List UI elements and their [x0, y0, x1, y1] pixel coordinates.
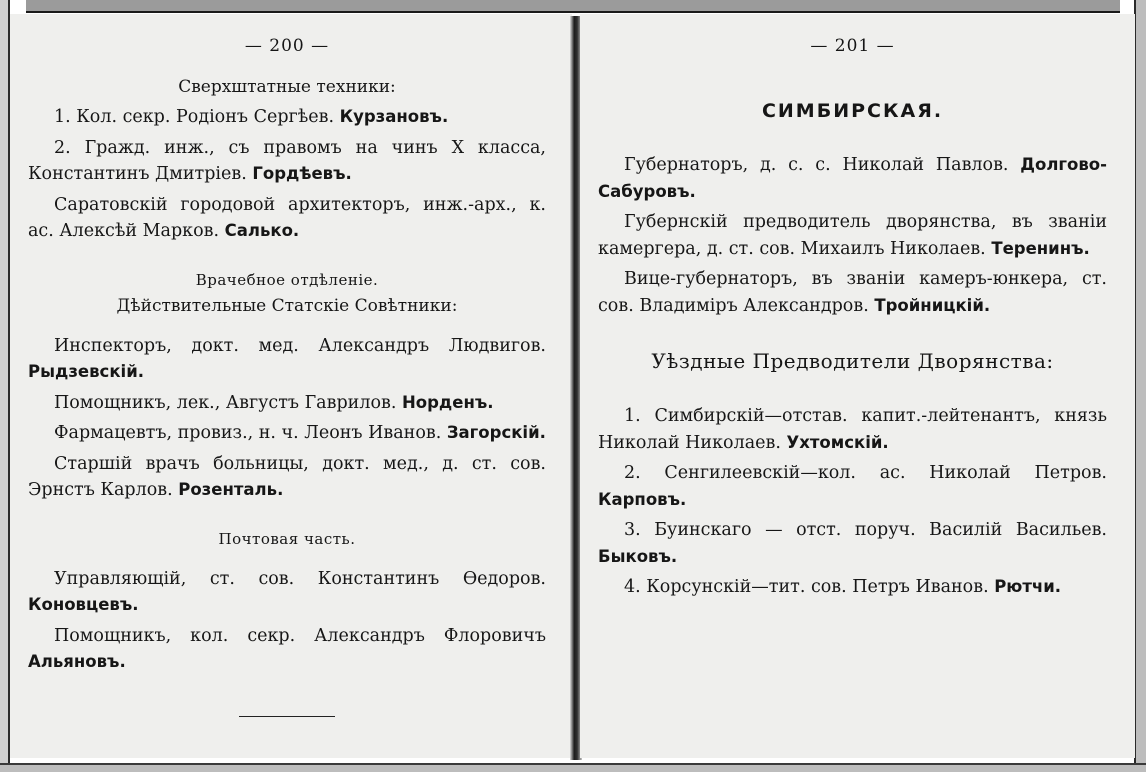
window-frame-bottom — [0, 763, 1146, 772]
list-item: 2. Гражд. инж., съ правомъ на чинъ X класса, Константинъ Дмитріев. Гордѣевъ. — [28, 137, 546, 184]
right-page — [580, 14, 1135, 758]
councillors-heading: Дѣйствительные Статскіе Совѣтники: — [116, 295, 458, 316]
list-item: Помощникъ, лек., Августъ Гаврилов. Норденъ. — [54, 392, 494, 413]
window-frame-top — [26, 0, 1120, 13]
surname: Теренинъ. — [991, 238, 1090, 258]
surname: Альяновъ. — [28, 652, 126, 671]
list-item: Управляющій, ст. сов. Константинъ Өедоров. Коновцевъ. — [28, 568, 546, 614]
surname: Рютчи. — [994, 577, 1062, 596]
window-frame-left — [0, 0, 10, 772]
left-page — [10, 14, 572, 758]
surname: Розенталь. — [178, 480, 284, 499]
list-item: Губернскій предводитель дворянства, въ званіи камергера, д. ст. сов. Михаилъ Николаев. Теренинъ. — [598, 212, 1107, 259]
list-item: Саратовскій городовой архитекторъ, инж.-арх., к. ас. Алексѣй Марков. Салько. — [28, 194, 546, 241]
postal-heading: Почтовая часть. — [218, 529, 356, 548]
list-item: Губернаторъ, д. с. с. Николай Павлов. Долгово-Сабуровъ. — [598, 155, 1107, 201]
list-item: 2. Сенгилеевскій—кол. ас. Николай Петров. Карповъ. — [598, 463, 1107, 509]
list-item: Помощникъ, кол. секр. Александръ Флоровичъ Альяновъ. — [28, 625, 546, 671]
district-heading: Уѣздные Предводители Дворянства: — [651, 349, 1054, 373]
list-item: 1. Кол. секр. Родіонъ Сергѣев. Курзановъ. — [54, 107, 449, 127]
surname: Карповъ. — [598, 489, 687, 509]
list-item: 4. Корсунскій—тит. сов. Петръ Иванов. Рютчи. — [624, 577, 1062, 597]
closing-rule — [239, 716, 335, 717]
surname: Рыдзевскій. — [28, 362, 145, 381]
list-item: 1. Симбирскій—отстав. капит.-лейтенантъ, князь Николай Николаев. Ухтомскій. — [598, 406, 1107, 453]
list-item: Инспекторъ, докт. мед. Александръ Людвигов. Рыдзевскій. — [28, 335, 546, 381]
surname: Коновцевъ. — [28, 595, 139, 614]
page-number-left: — 200 — — [244, 36, 330, 56]
medical-heading: Врачебное отдѣленіе. — [195, 270, 379, 289]
surname: Гордѣевъ. — [252, 164, 352, 183]
surname: Долгово-Сабуровъ. — [598, 155, 1107, 201]
surname: Норденъ. — [401, 392, 494, 412]
surname: Быковъ. — [598, 546, 678, 566]
window-frame-right — [1134, 0, 1146, 772]
surname: Тройницкій. — [874, 295, 991, 315]
supernumerary-heading: Сверхштатные техники: — [178, 77, 396, 97]
page-number-right: — 201 — — [810, 36, 895, 56]
surname: Ухтомскій. — [786, 432, 889, 452]
list-item: 3. Буинскаго — отст. поруч. Василій Васильев. Быковъ. — [598, 520, 1107, 566]
list-item: Вице-губернаторъ, въ званіи камеръ-юнкера, ст. сов. Владиміръ Александров. Тройницкій. — [598, 269, 1107, 316]
list-item: Фармацевтъ, провиз., н. ч. Леонъ Иванов. Загорскій. — [54, 423, 546, 443]
list-item: Старшій врачъ больницы, докт. мед., д. ст. сов. Эрнстъ Карлов. Розенталь. — [28, 453, 546, 500]
surname: Салько. — [224, 221, 300, 240]
province-title: СИМБИРСКАЯ. — [761, 100, 944, 122]
surname: Курзановъ. — [339, 107, 449, 126]
surname: Загорскій. — [446, 423, 546, 442]
